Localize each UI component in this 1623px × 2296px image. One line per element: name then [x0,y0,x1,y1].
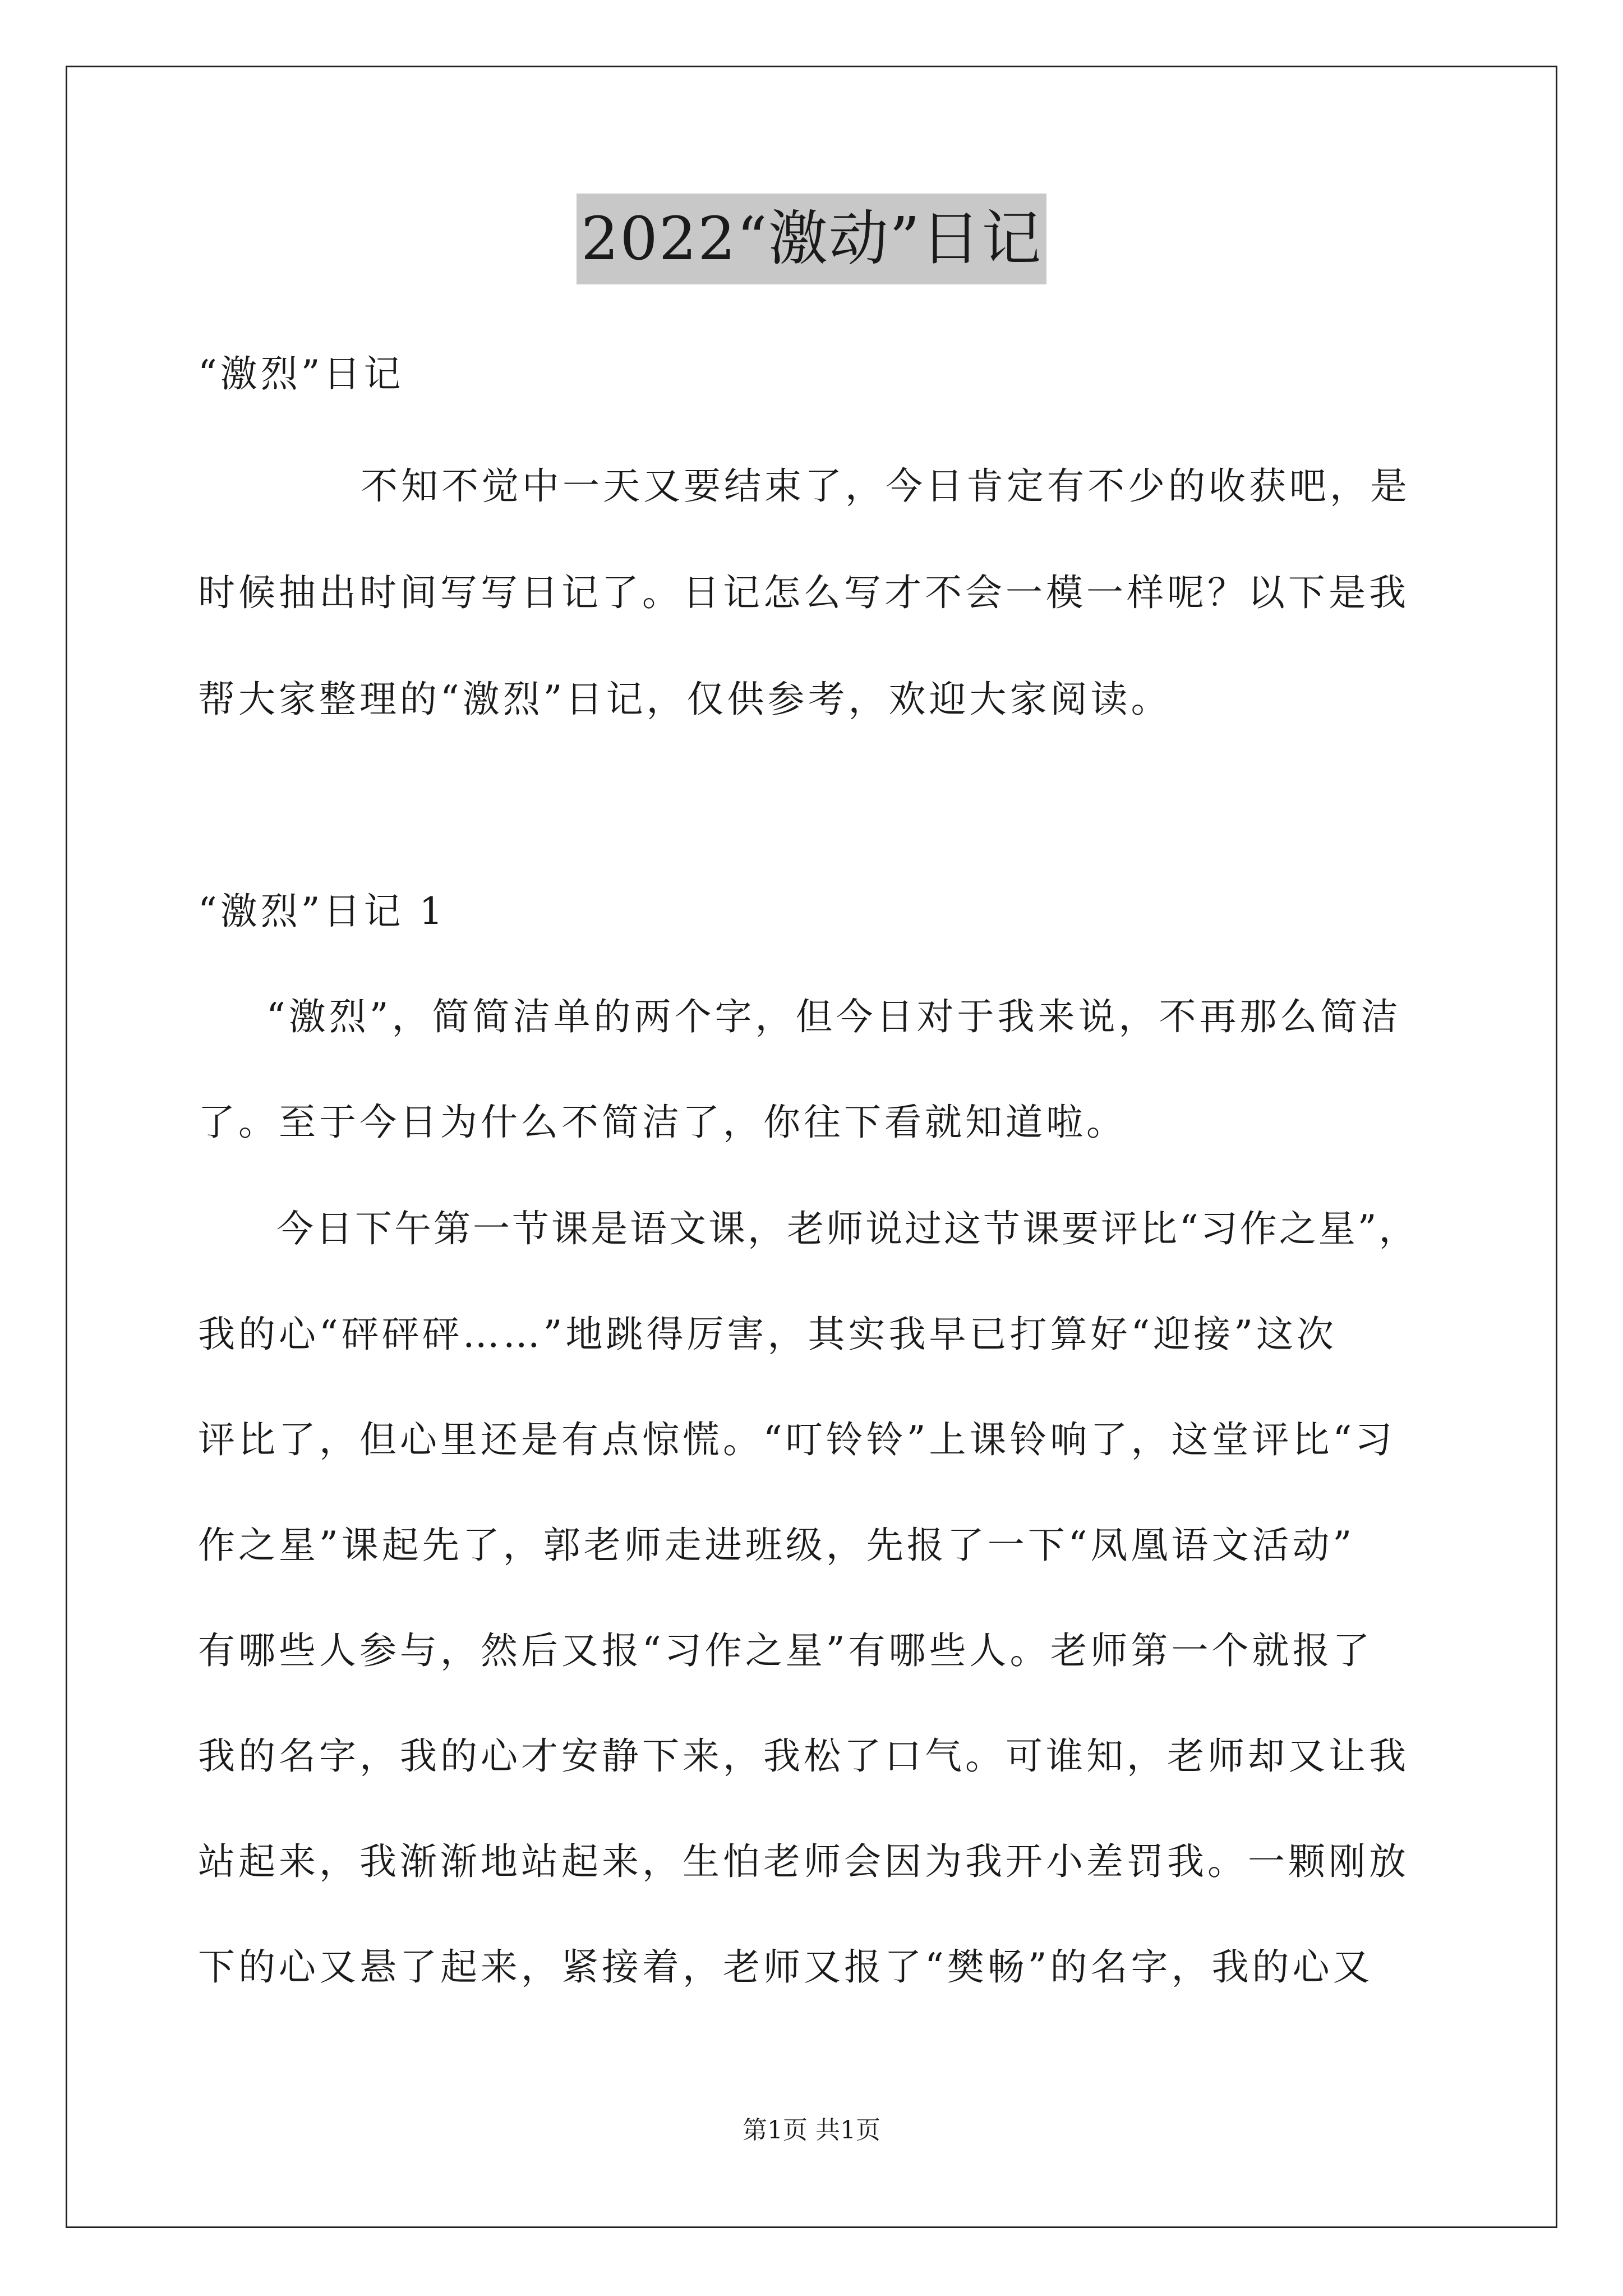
title-container [0,194,1623,284]
paragraph-line: 站起来，我渐渐地站起来，生怕老师会因为我开小差罚我。一颗刚放 [198,1840,1409,1883]
paragraph-line: 不知不觉中一天又要结束了，今日肯定有不少的收获吧，是 [361,464,1410,508]
section-heading: “激烈”日记 [198,352,404,395]
document-title: 2022“激动”日记 [577,194,1046,284]
paragraph-line: 了。至于今日为什么不简洁了，你往下看就知道啦。 [198,1101,1127,1144]
paragraph-line: “激烈”，简简洁单的两个字，但今日对于我来说，不再那么简洁 [266,995,1401,1038]
paragraph-line: 我的名字，我的心才安静下来，我松了口气。可谁知，老师却又让我 [198,1734,1409,1778]
paragraph-line: 今日下午第一节课是语文课，老师说过这节课要评比“习作之星”， [276,1207,1418,1250]
paragraph-line: 帮大家整理的“激烈”日记，仅供参考，欢迎大家阅读。 [198,678,1172,721]
paragraph-line: 作之星”课起先了，郭老师走进班级，先报了一下“凤凰语文活动” [198,1524,1355,1567]
paragraph-line: 评比了，但心里还是有点惊慌。“叮铃铃”上课铃响了，这堂评比“习 [198,1418,1396,1461]
paragraph-line: 我的心“砰砰砰……”地跳得厉害，其实我早已打算好“迎接”这次 [198,1313,1337,1356]
section-heading: “激烈”日记 1 [198,890,446,933]
paragraph-line: 时候抽出时间写写日记了。日记怎么写才不会一模一样呢？以下是我 [198,571,1409,614]
paragraph-line: 有哪些人参与，然后又报“习作之星”有哪些人。老师第一个就报了 [198,1629,1373,1672]
page-footer: 第1页 共1页 [743,2116,880,2145]
paragraph-line: 下的心又悬了起来，紧接着，老师又报了“樊畅”的名字，我的心又 [198,1945,1373,1989]
